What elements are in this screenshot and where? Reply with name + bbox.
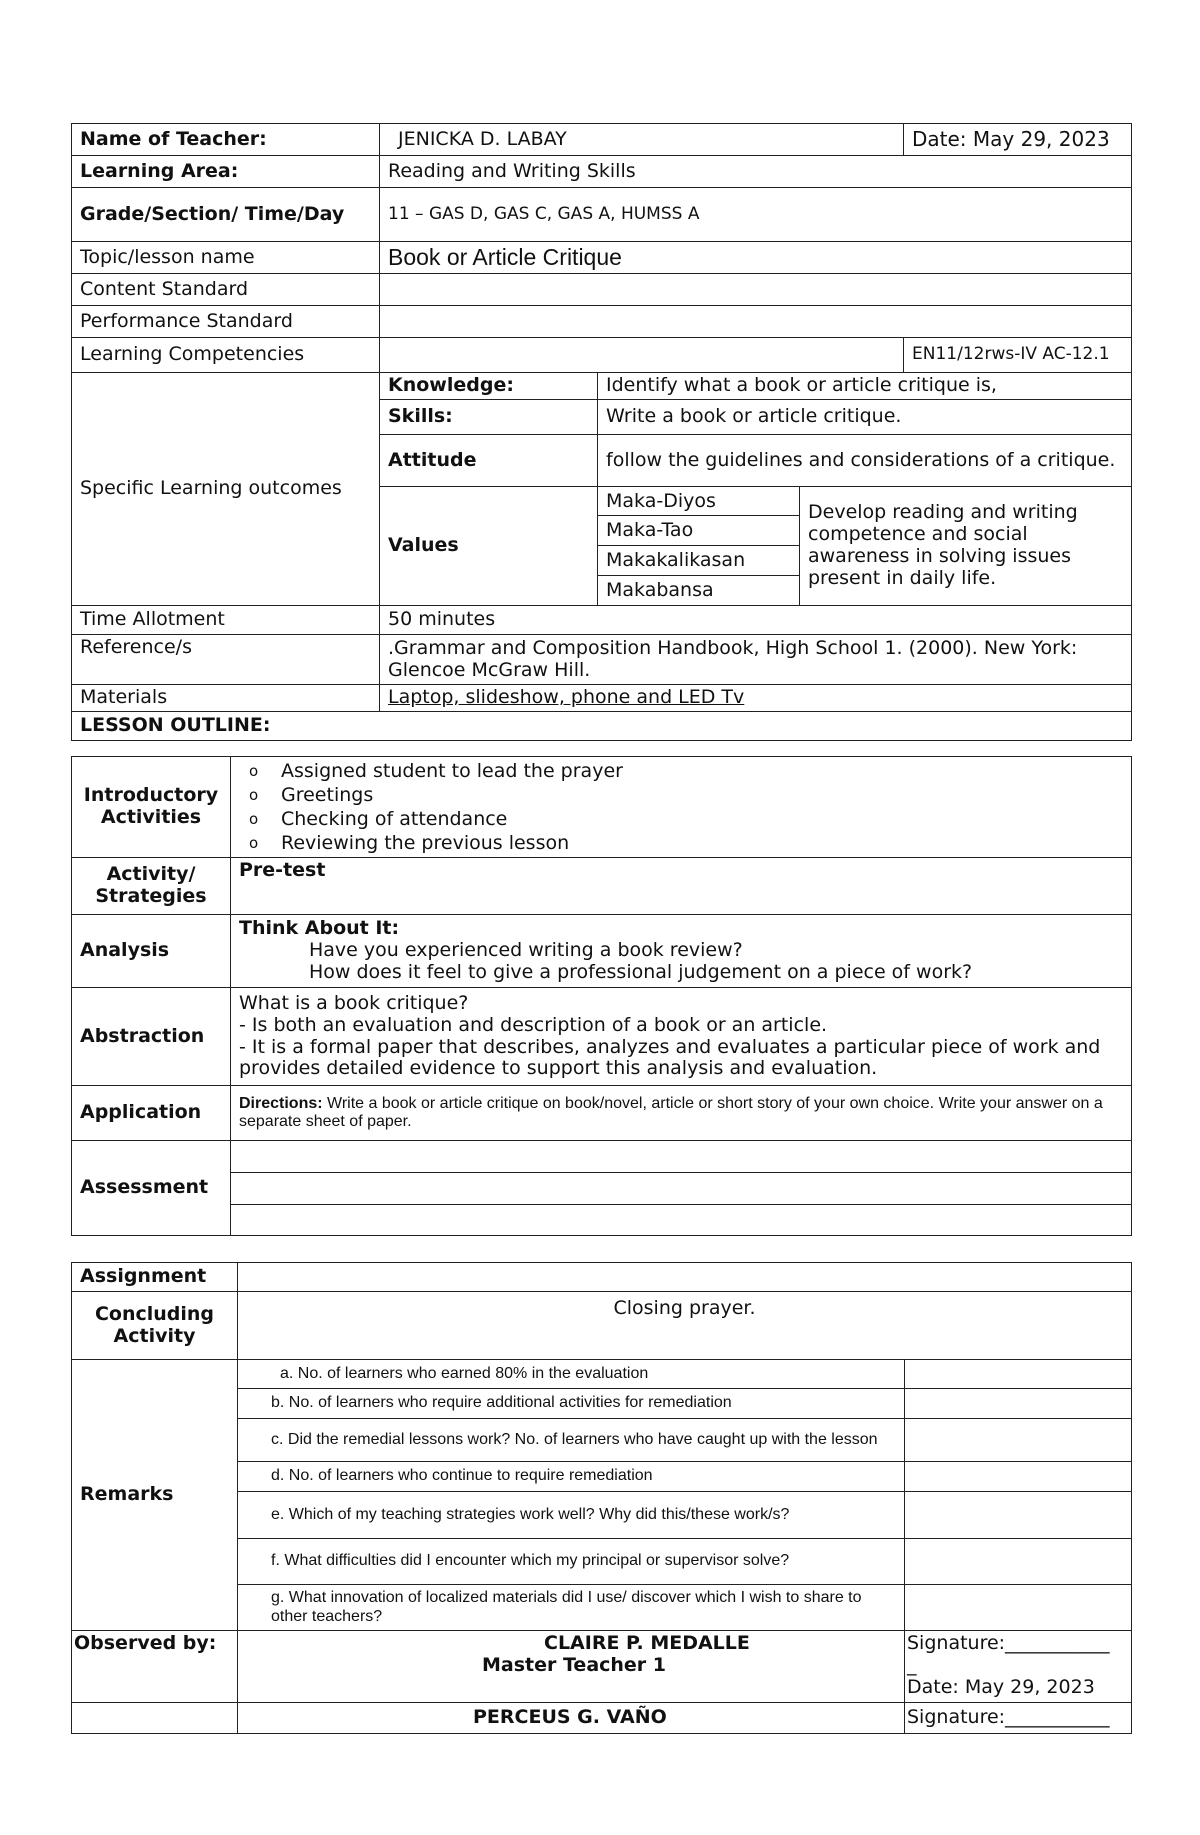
intro-item: o Greetings xyxy=(249,783,1123,807)
value-item: Maka-Diyos xyxy=(598,487,799,516)
name-label: Name of Teacher: xyxy=(72,124,380,156)
application-content xyxy=(231,1086,1132,1141)
assessment-label: Assessment xyxy=(72,1141,231,1236)
topic-label: Topic/lesson name xyxy=(72,242,380,274)
abstraction-line: - Is both an evaluation and description of a book or an article. xyxy=(239,1013,828,1036)
remark-answer xyxy=(905,1539,1132,1585)
materials-label: Materials xyxy=(72,685,380,712)
skills-label: Skills: xyxy=(380,400,598,435)
teacher-name: JENICKA D. LABAY xyxy=(380,124,904,156)
intro-item: o Checking of attendance xyxy=(249,807,1123,831)
intro-item: o Assigned student to lead the prayer xyxy=(249,759,1123,783)
observer1-title: Master Teacher 1 xyxy=(482,1653,667,1676)
concluding-value: Closing prayer. xyxy=(238,1292,1132,1360)
reference-label: Reference/s xyxy=(72,635,380,685)
value-item: Maka-Tao xyxy=(598,516,799,546)
area-label: Learning Area: xyxy=(72,156,380,188)
remark-answer xyxy=(905,1389,1132,1419)
value-item: Makakalikasan xyxy=(598,546,799,576)
value-item: Makabansa xyxy=(606,579,714,601)
assignment-label: Assignment xyxy=(72,1263,238,1292)
learning-area: Reading and Writing Skills xyxy=(380,156,1132,188)
remark-item: c. Did the remedial lessons work? No. of learners who have caught up with the lesson xyxy=(238,1419,905,1462)
remark-answer xyxy=(905,1585,1132,1631)
content-standard-label: Content Standard xyxy=(72,274,380,306)
assignment-value xyxy=(238,1263,1132,1292)
topic-name: Book or Article Critique xyxy=(380,242,1132,274)
materials-value: Laptop, slideshow, phone and LED Tv xyxy=(380,685,1132,712)
lesson-outline-title: LESSON OUTLINE: xyxy=(72,712,1132,741)
lesson-plan-table xyxy=(71,123,1132,741)
performance-standard-label: Performance Standard xyxy=(72,306,380,338)
abstraction-label: Abstraction xyxy=(72,988,231,1086)
content-standard-value xyxy=(380,274,1132,306)
competencies-value xyxy=(380,338,904,373)
remark-item: g. What innovation of localized materials did I use/ discover which I wish to share to other teachers? xyxy=(238,1585,905,1631)
values-list xyxy=(598,487,800,606)
observer1 xyxy=(238,1631,905,1703)
remark-answer xyxy=(905,1419,1132,1462)
grade-section: 11 – GAS D, GAS C, GAS A, HUMSS A xyxy=(380,188,1132,242)
activity-value: Pre-test xyxy=(231,858,1132,915)
assessment-row xyxy=(231,1205,1132,1236)
performance-standard-value xyxy=(380,306,1132,338)
assessment-row xyxy=(231,1141,1132,1173)
activity-label: Activity/ Strategies xyxy=(72,858,231,915)
observer2-name: PERCEUS G. VAÑO xyxy=(238,1703,905,1734)
attitude-label: Attitude xyxy=(380,435,598,487)
abstraction-line: - It is a formal paper that describes, analyzes and evaluates a particular piece of work and provides detailed evidence to support this analysis and evaluation. xyxy=(239,1035,1101,1080)
analysis-question: Have you experienced writing a book review? xyxy=(309,939,743,962)
remark-item: a. No. of learners who earned 80% in the evaluation xyxy=(238,1360,905,1389)
remark-item: b. No. of learners who require additional activities for remediation xyxy=(238,1389,905,1419)
remark-answer xyxy=(905,1492,1132,1539)
abstraction-line: What is a book critique? xyxy=(239,991,469,1014)
analysis-label: Analysis xyxy=(72,915,231,988)
directions-text: Write a book or article critique on book/novel, article or short story of your own choice. Write your answer on a separate sheet of paper. xyxy=(239,1094,1103,1130)
analysis-title: Think About It: xyxy=(239,917,400,940)
remarks-label: Remarks xyxy=(72,1360,238,1631)
observed-label: Observed by: xyxy=(72,1631,238,1703)
outcomes-label: Specific Learning outcomes xyxy=(72,373,380,606)
competencies-code: EN11/12rws-IV AC-12.1 xyxy=(904,338,1132,373)
signature-label: Signature:___________ _ xyxy=(907,1632,1110,1676)
skills-value: Write a book or article critique. xyxy=(598,400,1132,435)
knowledge-value: Identify what a book or article critique is, xyxy=(598,373,1132,400)
time-label: Time Allotment xyxy=(72,606,380,635)
intro-label: Introductory Activities xyxy=(72,757,231,858)
remark-item: d. No. of learners who continue to require remediation xyxy=(238,1462,905,1492)
intro-item: o Reviewing the previous lesson xyxy=(249,831,1123,855)
knowledge-label: Knowledge: xyxy=(380,373,598,400)
observer2-signature: Signature:___________ xyxy=(905,1703,1132,1734)
attitude-value: follow the guidelines and considerations of a critique. xyxy=(598,435,1132,487)
values-label: Values xyxy=(380,487,598,606)
reference-value: .Grammar and Composition Handbook, High School 1. (2000). New York: Glencoe McGraw Hill. xyxy=(380,635,1132,685)
lesson-date: Date: May 29, 2023 xyxy=(904,124,1132,156)
intro-list xyxy=(231,757,1132,858)
remark-answer xyxy=(905,1360,1132,1389)
values-description: Develop reading and writing competence and social awareness in solving issues present in daily life. xyxy=(800,487,1132,606)
grade-label: Grade/Section/ Time/Day xyxy=(72,188,380,242)
analysis-question: How does it feel to give a professional judgement on a piece of work? xyxy=(309,960,973,983)
observer1-date: Date: May 29, 2023 xyxy=(907,1675,1095,1698)
concluding-label: Concluding Activity xyxy=(72,1292,238,1360)
observer1-signature xyxy=(905,1631,1132,1703)
observer1-name: CLAIRE P. MEDALLE xyxy=(544,1632,750,1654)
analysis-content xyxy=(231,915,1132,988)
directions-label: Directions: xyxy=(239,1094,323,1112)
closing-table xyxy=(71,1262,1132,1734)
remark-item: e. Which of my teaching strategies work well? Why did this/these work/s? xyxy=(238,1492,905,1539)
remark-answer xyxy=(905,1462,1132,1492)
remark-item: f. What difficulties did I encounter which my principal or supervisor solve? xyxy=(238,1539,905,1585)
observer2-blank xyxy=(72,1703,238,1734)
assessment-row xyxy=(231,1173,1132,1205)
time-value: 50 minutes xyxy=(380,606,1132,635)
abstraction-content xyxy=(231,988,1132,1086)
application-label: Application xyxy=(72,1086,231,1141)
outline-table xyxy=(71,756,1132,1236)
competencies-label: Learning Competencies xyxy=(72,338,380,373)
